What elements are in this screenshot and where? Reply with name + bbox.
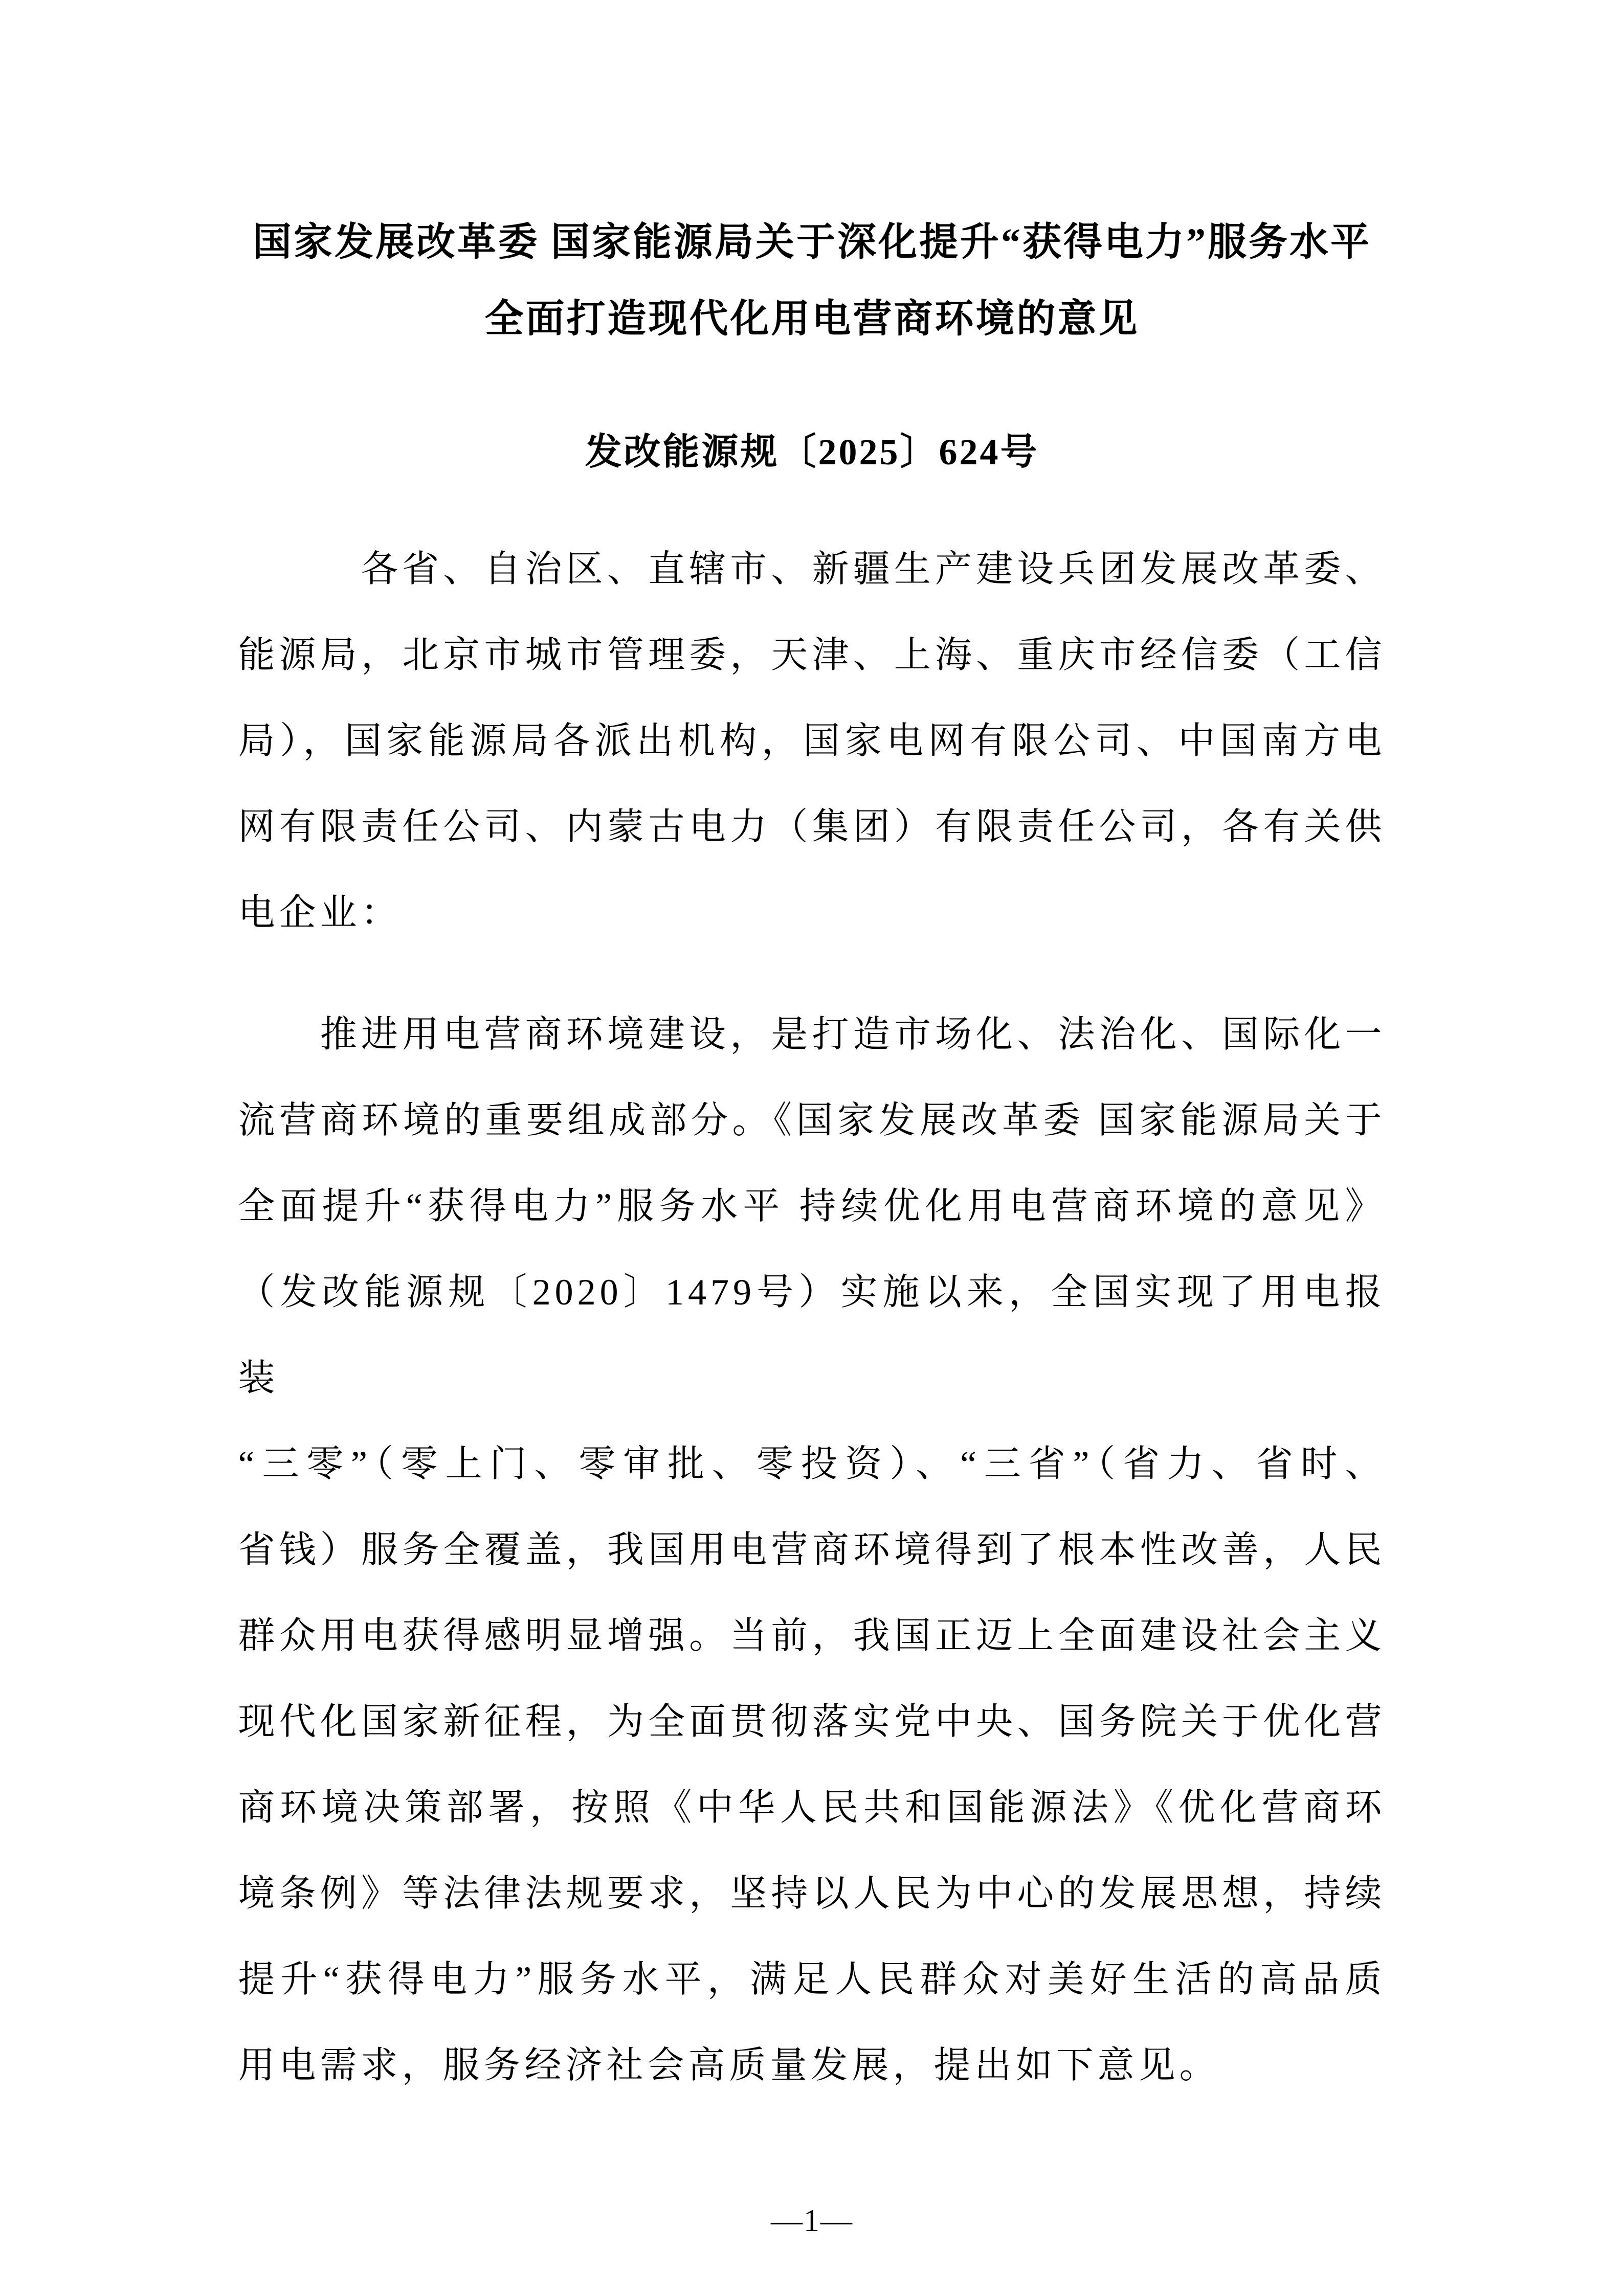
- body-line: 局），国家能源局各派出机构，国家电网有限公司、中国南方电: [238, 721, 1386, 761]
- paragraph: [238, 526, 1386, 956]
- body: [238, 526, 1386, 2108]
- body-line: 全面提升“获得电力”服务水平 持续优化用电营商环境的意见》: [238, 1186, 1386, 1227]
- body-line: 省钱）服务全覆盖，我国用电营商环境得到了根本性改善，人民: [238, 1529, 1386, 1570]
- body-line: 流营商环境的重要组成部分。《国家发展改革委 国家能源局关于: [238, 1100, 1386, 1141]
- body-line: 境条例》等法律法规要求，坚持以人民为中心的发展思想，持续: [238, 1873, 1386, 1914]
- document-content: [238, 0, 1386, 2108]
- body-line: 推进用电营商环境建设，是打造市场化、法治化、国际化一: [238, 1014, 1386, 1055]
- body-line: 提升“获得电力”服务水平，满足人民群众对美好生活的高品质: [238, 1959, 1386, 2000]
- page-number: —1—: [771, 2203, 853, 2238]
- document-title-line-2: 全面打造现代化用电营商环境的意见: [484, 298, 1140, 341]
- body-line: 现代化国家新征程，为全面贯彻落实党中央、国务院关于优化营: [238, 1701, 1386, 1742]
- body-line: 商环境决策部署，按照《中华人民共和国能源法》《优化营商环: [238, 1787, 1386, 1828]
- body-line: “三零”（零上门、零审批、零投资）、“三省”（省力、省时、: [238, 1444, 1386, 1484]
- body-line: （发改能源规〔2020〕1479号）实施以来，全国实现了用电报装: [238, 1272, 1386, 1399]
- paragraph: [238, 992, 1386, 2108]
- body-line: 网有限责任公司、内蒙古电力（集团）有限责任公司，各有关供: [238, 806, 1386, 847]
- body-line: 群众用电获得感明显增强。当前，我国正迈上全面建设社会主义: [238, 1615, 1386, 1656]
- body-line: 各省、自治区、直辖市、新疆生产建设兵团发展改革委、: [238, 549, 1386, 590]
- document-number: 发改能源规〔2025〕624号: [585, 432, 1039, 472]
- body-line: 电企业：: [238, 892, 402, 933]
- body-line: 能源局，北京市城市管理委，天津、上海、重庆市经信委（工信: [238, 635, 1386, 676]
- document-title-line-1: 国家发展改革委 国家能源局关于深化提升“获得电力”服务水平: [253, 221, 1371, 264]
- body-line: 用电需求，服务经济社会高质量发展，提出如下意见。: [238, 2045, 1220, 2086]
- document-header: [238, 204, 1386, 490]
